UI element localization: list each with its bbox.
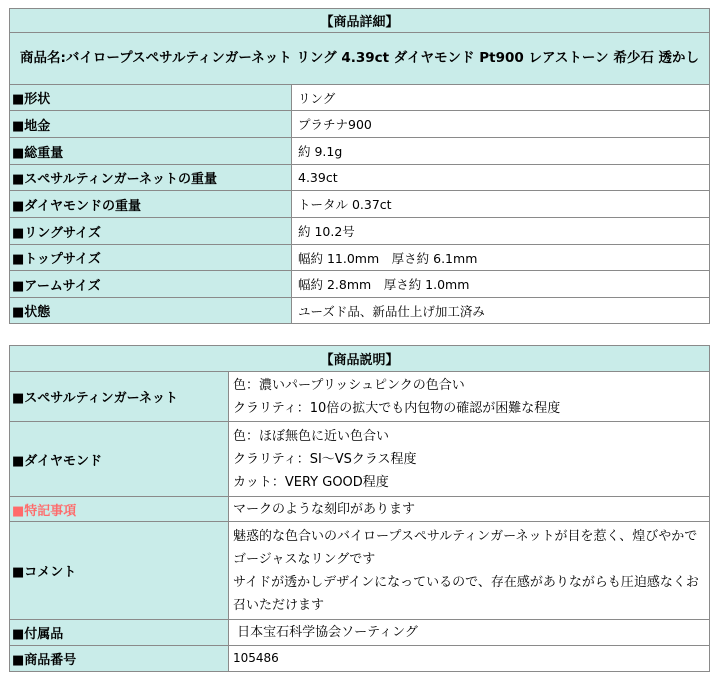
ring-size-label: ■リングサイズ	[10, 218, 292, 245]
notes-value: マークのような刻印があります	[229, 497, 710, 522]
notes-label: ■特記事項	[10, 497, 229, 522]
metal-value: プラチナ900	[292, 111, 710, 138]
top-size-value: 幅約 11.0mm 厚さ約 6.1mm	[292, 245, 710, 271]
diamond-clarity: クラリティ：SI～VSクラス程度	[233, 451, 417, 467]
garnet-color: 色：濃いパープリッシュピンクの色合い	[233, 377, 465, 393]
diamond-label: ■ダイヤモンド	[10, 422, 229, 497]
diamond-weight-label: ■ダイヤモンドの重量	[10, 191, 292, 218]
arm-size-value: 幅約 2.8mm 厚さ約 1.0mm	[292, 271, 710, 298]
comment-line-1: 魅惑的な色合いのバイロープスペサルティンガーネットが目を惹く、煌びやかでゴージャスなリングです	[233, 528, 698, 567]
accessories-label: ■付属品	[10, 620, 229, 646]
product-details-table	[9, 8, 710, 324]
comment-text	[229, 522, 710, 620]
product-description-table	[9, 345, 710, 672]
shape-label: ■形状	[10, 85, 292, 111]
total-weight-label: ■総重量	[10, 138, 292, 165]
product-name: 商品名:バイロープスペサルティンガーネット リング 4.39ct ダイヤモンド Pt900 レアストーン 希少石 透かし	[10, 33, 710, 85]
description-header: 【商品説明】	[10, 346, 710, 372]
diamond-color: 色：ほぼ無色に近い色合い	[233, 428, 390, 444]
product-number-value: 105486	[229, 646, 710, 672]
comment-label: ■コメント	[10, 522, 229, 620]
diamond-description	[229, 422, 710, 497]
condition-value: ユーズド品、新品仕上げ加工済み	[292, 298, 710, 324]
garnet-clarity: クラリティ：10倍の拡大でも内包物の確認が困難な程度	[233, 400, 561, 416]
details-header: 【商品詳細】	[10, 9, 710, 33]
metal-label: ■地金	[10, 111, 292, 138]
garnet-description	[229, 372, 710, 422]
ring-size-value: 約 10.2号	[292, 218, 710, 245]
diamond-weight-value: トータル 0.37ct	[292, 191, 710, 218]
top-size-label: ■トップサイズ	[10, 245, 292, 271]
garnet-weight-value: 4.39ct	[292, 165, 710, 191]
garnet-label: ■スペサルティンガーネット	[10, 372, 229, 422]
accessories-value: 日本宝石科学協会ソーティング	[229, 620, 710, 646]
shape-value: リング	[292, 85, 710, 111]
garnet-weight-label: ■スペサルティンガーネットの重量	[10, 165, 292, 191]
condition-label: ■状態	[10, 298, 292, 324]
product-number-label: ■商品番号	[10, 646, 229, 672]
arm-size-label: ■アームサイズ	[10, 271, 292, 298]
diamond-cut: カット：VERY GOOD程度	[233, 474, 389, 490]
total-weight-value: 約 9.1g	[292, 138, 710, 165]
comment-line-2: サイドが透かしデザインになっているので、存在感がありながらも圧迫感なくお召いただけます	[233, 574, 699, 613]
